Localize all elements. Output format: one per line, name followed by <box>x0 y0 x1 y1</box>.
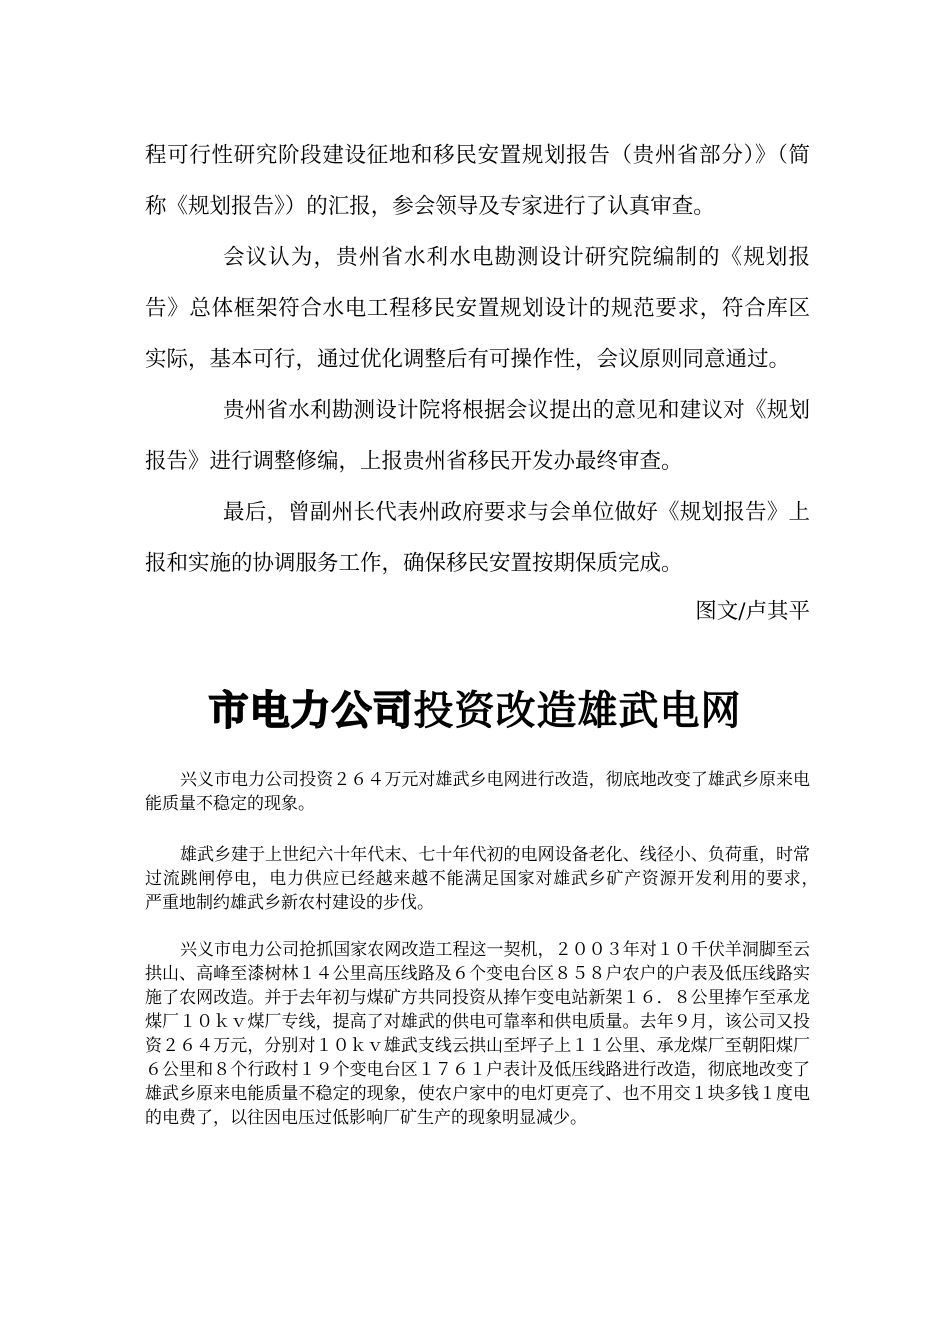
headline-outline-part: 市电力公司 <box>208 688 414 734</box>
lower-paragraph-3-block <box>145 938 810 1130</box>
upper-paragraph-3: 贵州省水利勘测设计院将根据会议提出的意见和建议对《规划报告》进行调整修编，上报贵州省移民开发办最终审查。 <box>145 398 810 474</box>
upper-article <box>145 130 810 635</box>
lower-paragraph-2: 雄武乡建于上世纪六十年代末、七十年代初的电网设备老化、线径小、负荷重，时常过流跳闸停电，电力供应已经越来越不能满足国家对雄武乡矿产资源开发利用的要求， 严重地制约雄武乡新农村建设的步伐。 <box>145 845 827 913</box>
upper-paragraph-4: 最后，曾副州长代表州政府要求与会单位做好《规划报告》上报和实施的协调服务工作，确保移民安置按期保质完成。 <box>145 500 810 576</box>
headline-plain-part-1: 投资 <box>413 688 496 734</box>
article-headline <box>0 683 950 739</box>
lower-paragraph-2-block <box>145 843 827 915</box>
author-credit: 图文/卢其平 <box>695 599 810 624</box>
upper-paragraph-1: 程可行性研究阶段建设征地和移民安置规划报告（贵州省部分）》（简称《规划报告》）的汇报，参会领导及专家进行了认真审查。 <box>145 143 810 219</box>
headline-plain-part-2: 雄武电网 <box>577 688 742 734</box>
lower-paragraph-1-block <box>145 768 810 816</box>
upper-paragraph-2: 会议认为，贵州省水利水电勘测设计研究院编制的《规划报告》总体框架符合水电工程移民安置规划设计的规范要求，符合库区实际，基本可行，通过优化调整后有可操作性，会议原则同意通过。 <box>145 245 810 372</box>
headline-bold-part: 改造 <box>495 688 578 734</box>
lower-paragraph-1: 兴义市电力公司投资２６４万元对雄武乡电网进行改造，彻底地改变了雄武乡原来电能质量不稳定的现象。 <box>145 770 810 814</box>
lower-paragraph-3: 兴义市电力公司抢抓国家农网改造工程这一契机，２００３年对１０千伏羊洞脚至云拱山、高峰至漆树林１４公里高压线路及６个变电台区８５８户农户的户表及低压线路实施了农网改造。并于去年初与煤矿方共同投资从捧乍变电站新架１６．８公里捧乍至承龙煤厂１０ｋｖ煤厂专线，提高了对雄武的供电可靠率和供电质量。去年９月，该公司又投资２６４万元，分别对１０ｋｖ雄武支线云拱山至坪子上１１公里、承龙煤厂至朝阳煤厂６公里和８个行政村１９个变电台区１７６１户表计及低压线路进行改造，彻底地改变了雄武乡原来电能质量不稳定的现象，使农户家中的电灯更亮了、也不用交１块多钱１度电的电费了，以往因电压过低影响厂矿生产的现象明显减少。 <box>145 940 810 1128</box>
